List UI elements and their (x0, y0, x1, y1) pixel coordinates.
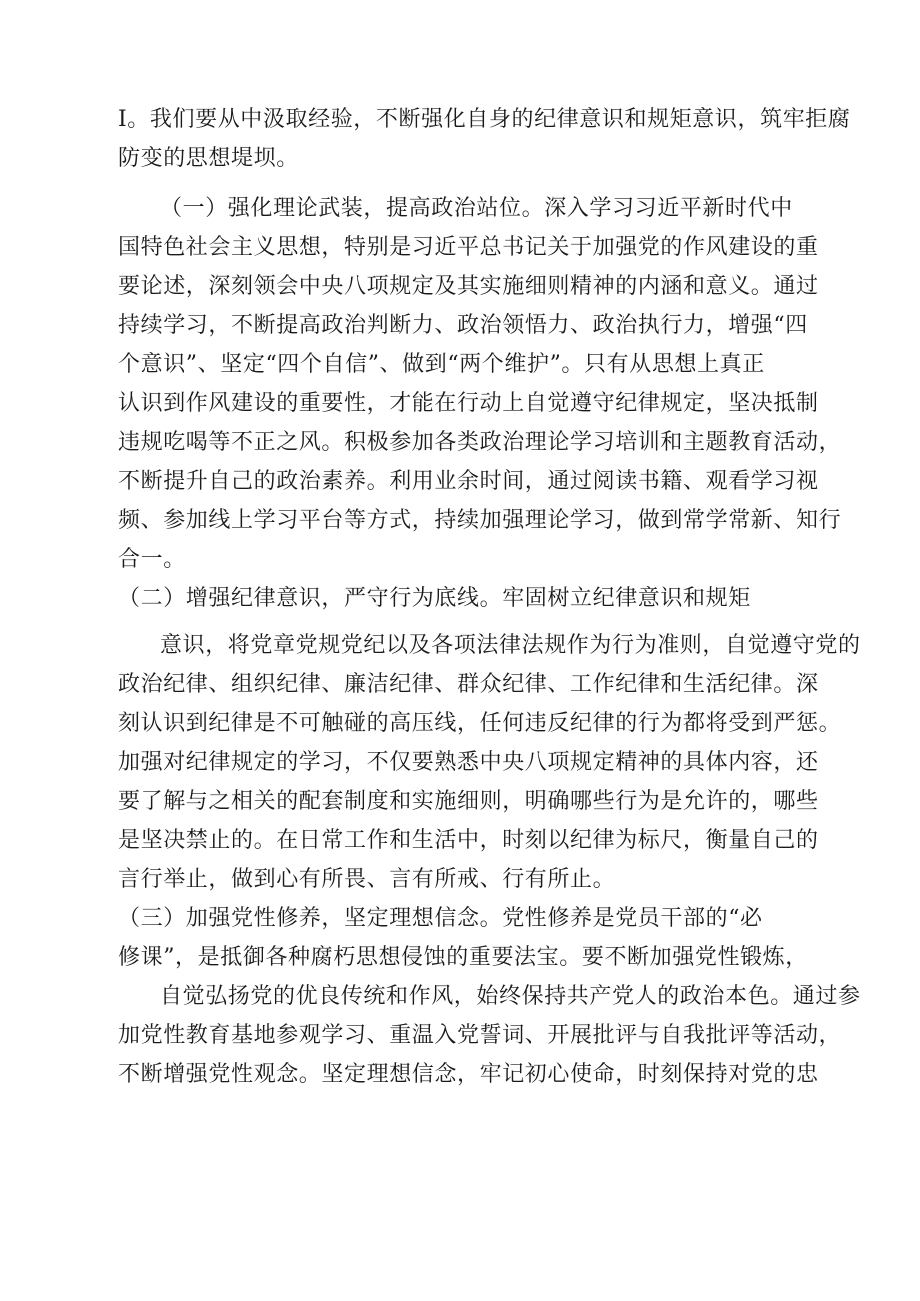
paragraph-line: 言行举止，做到心有所畏、言有所戒、行有所止。 (118, 867, 616, 892)
paragraph-line: I。我们要从中汲取经验，不断强化自身的纪律意识和规矩意识，筑牢拒腐 (118, 107, 851, 132)
paragraph-line: 认识到作风建设的重要性，才能在行动上自觉遵守纪律规定，坚决抵制 (118, 391, 819, 416)
paragraph-line: 是坚决禁止的。在日常工作和生活中，时刻以纪律为标尺，衡量自己的 (118, 828, 819, 853)
paragraph-line: 加党性教育基地参观学习、重温入党誓词、开展批评与自我批评等活动， (118, 1023, 842, 1048)
paragraph-line: 要了解与之相关的配套制度和实施细则，明确哪些行为是允许的，哪些 (118, 789, 819, 814)
paragraph-line: 政治纪律、组织纪律、廉洁纪律、群众纪律、工作纪律和生活纪律。深 (118, 672, 819, 697)
paragraph-line: 刻认识到纪律是不可触碰的高压线，任何违反纪律的行为都将受到严惩。 (118, 711, 842, 736)
paragraph-line: 持续学习，不断提高政治判断力、政治领悟力、政治执行力，增强“四 (118, 313, 808, 338)
paragraph-line: 个意识”、坚定“四个自信”、做到“两个维护”。只有从思想上真正 (118, 352, 765, 377)
paragraph-line: 频、参加线上学习平台等方式，持续加强理论学习，做到常学常新、知行 (118, 508, 842, 533)
paragraph-line: 防变的思想堤坝。 (118, 146, 299, 171)
paragraph-line: （三）加强党性修养，坚定理想信念。党性修养是党员干部的“必 (118, 906, 763, 931)
paragraph-line: 不断增强党性观念。坚定理想信念，牢记初心使命，时刻保持对党的忠 (118, 1062, 819, 1087)
section-2-heading-line: 意识，将党章党规党纪以及各项法律法规作为行为准则，自觉遵守党的 (160, 633, 861, 658)
paragraph-line: 要论述，深刻领会中央八项规定及其实施细则精神的内涵和意义。通过 (118, 274, 819, 299)
section-1-heading-line: （一）强化理论武装，提高政治站位。深入学习习近平新时代中 (160, 196, 793, 221)
paragraph-line: 不断提升自己的政治素养。利用业余时间，通过阅读书籍、观看学习视 (118, 469, 819, 494)
paragraph-line: 加强对纪律规定的学习，不仅要熟悉中央八项规定精神的具体内容，还 (118, 750, 819, 775)
paragraph-line: 违规吃喝等不正之风。积极参加各类政治理论学习培训和主题教育活动， (118, 430, 842, 455)
paragraph-line: 修课”，是抵御各种腐朽思想侵蚀的重要法宝。要不断加强党性锻炼， (118, 945, 808, 970)
paragraph-line: （二）增强纪律意识，严守行为底线。牢固树立纪律意识和规矩 (118, 586, 751, 611)
paragraph-line: 国特色社会主义思想，特别是习近平总书记关于加强党的作风建设的重 (118, 235, 819, 260)
paragraph-line: 合一。 (118, 547, 186, 572)
section-3-heading-line: 自觉弘扬党的优良传统和作风，始终保持共产党人的政治本色。通过参 (160, 984, 861, 1009)
